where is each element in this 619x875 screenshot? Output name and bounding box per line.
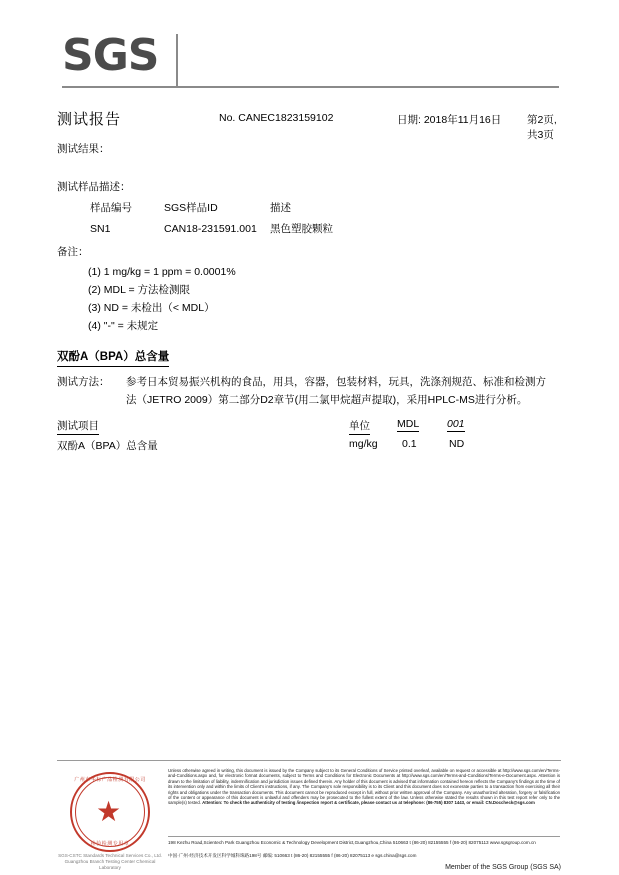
method-text-line: 参考日本贸易振兴机构的食品，用具，容器，包装材料，玩具，洗涤剂规范、标准和检测方 <box>126 376 546 388</box>
report-number: No. CANEC1823159102 <box>219 112 334 124</box>
cell-description: 黑色塑胶颗粒 <box>270 223 333 235</box>
cell-sample-no: SN1 <box>90 222 111 235</box>
address-english: 198 Kezhu Road,Scientech Park Guangzhou Economic & Technology Development District,Guangzhou,China 510663 t (86-20) 82155555 f (86-20) 82075113 www.sgsgroup.com.cn <box>168 840 536 845</box>
address-chinese: 中国·广州·经济技术开发区科学城科珠路198号 邮编: 510663 t (86-20) 82155555 f (86-20) 82075113 e sgs.china@sgs.com <box>168 853 417 858</box>
column-header-sgs-id: SGS样品ID <box>164 202 218 214</box>
method-text-line: 法（JETRO 2009）第二部分D2章节(用二氯甲烷超声提取)，采用HPLC-MS进行分析。 <box>126 394 528 406</box>
results-label: 测试结果： <box>57 143 110 155</box>
results-table <box>57 418 505 454</box>
logo-divider-tick <box>176 34 178 86</box>
legal-disclaimer <box>168 768 560 806</box>
seal-bottom-text: 检验检测专用章 <box>90 841 130 847</box>
column-header-unit: 单位 <box>349 418 370 435</box>
report-date: 日期: 2018年11月16日 <box>397 114 502 126</box>
member-line: Member of the SGS Group (SGS SA) <box>445 864 561 871</box>
column-header-test-item: 测试项目 <box>57 418 99 435</box>
sgs-logo-text: SGS <box>62 30 159 81</box>
note-item: (2) MDL = 方法检测限 <box>88 284 190 296</box>
method-label: 测试方法： <box>57 376 110 388</box>
table-row <box>57 438 505 454</box>
page-number: 第2页,共3页 <box>527 114 557 141</box>
seal-top-text: 广州市华标产品检测有限公司 <box>74 777 146 783</box>
seal-caption-line2: Guangzhou Branch Testing Center Chemical Laboratory <box>64 859 156 870</box>
column-header-mdl: MDL <box>397 418 420 430</box>
cell-unit: mg/kg <box>349 438 378 450</box>
star-icon: ★ <box>96 796 122 827</box>
address-rule <box>168 836 560 837</box>
notes-label: 备注： <box>57 246 89 258</box>
cell-test-item: 双酚A（BPA）总含量 <box>57 440 158 452</box>
footer-rule <box>57 760 561 761</box>
title-row <box>57 108 561 141</box>
company-seal-stamp <box>58 770 162 870</box>
column-header-description: 描述 <box>270 202 291 214</box>
sample-description-label: 测试样品描述： <box>57 181 131 193</box>
note-item: (4) "-" = 未规定 <box>88 320 159 332</box>
results-table-header <box>57 418 505 435</box>
header-rule <box>62 86 559 88</box>
legal-attention-text: Attention: To check the authenticity of testing /inspection report & certificate, please contact us at telephone: (86-755) 8307 1443, or email: CN.Doccheck@sgs.com <box>202 800 535 806</box>
column-header-sample-no: 样品编号 <box>90 202 132 214</box>
table-header-row <box>90 200 333 219</box>
column-header-sample-001: 001 <box>447 418 465 430</box>
cell-sgs-id: CAN18-231591.001 <box>164 222 257 235</box>
note-item: (3) ND = 未检出（< MDL） <box>88 302 215 314</box>
table-row <box>90 221 333 240</box>
cell-mdl: 0.1 <box>402 438 417 450</box>
section-heading-bpa: 双酚A（BPA）总含量 <box>57 348 169 367</box>
seal-caption-line1: SGS-CSTC Standards Technical Services Co., Ltd. <box>58 853 162 858</box>
page-title: 测试报告 <box>57 111 122 128</box>
legal-paragraph-text: Unless otherwise agreed in writing, this document is issued by the Company subject to its General Conditions of Service printed overleaf, available on request or accessible at http://www.sgs.com/en/Terms-and-Conditions.aspx and, for electronic format documents, subject to Terms and Conditions for Electronic Documents at http://www.sgs.com/en/Terms-and-Conditions/Terms-e-Document.aspx. Attention is drawn to the limitation of liability, indemnification and jurisdiction issues defined therein. Any holder of this document is advised that information contained hereon reflects the Company's findings at the time of its intervention only and within the limits of Client's instructions, if any. The Company's sole responsibility is to its Client and this document does not exonerate parties to a transaction from exercising all their rights and obligations under the transaction documents. This document cannot be reproduced except in full, without prior written approval of the Company. Any unauthorized alteration, forgery or falsification of the content or appearance of this document is unlawful and offenders may be prosecuted to the fullest extent of the law. Unless otherwise stated the results shown in this test report refer only to the sample(s) tested. <box>168 768 560 806</box>
cell-result-001: ND <box>449 438 465 450</box>
note-item: (1) 1 mg/kg = 1 ppm = 0.0001% <box>88 266 236 278</box>
sgs-logo <box>62 30 182 81</box>
sample-table <box>88 198 335 242</box>
